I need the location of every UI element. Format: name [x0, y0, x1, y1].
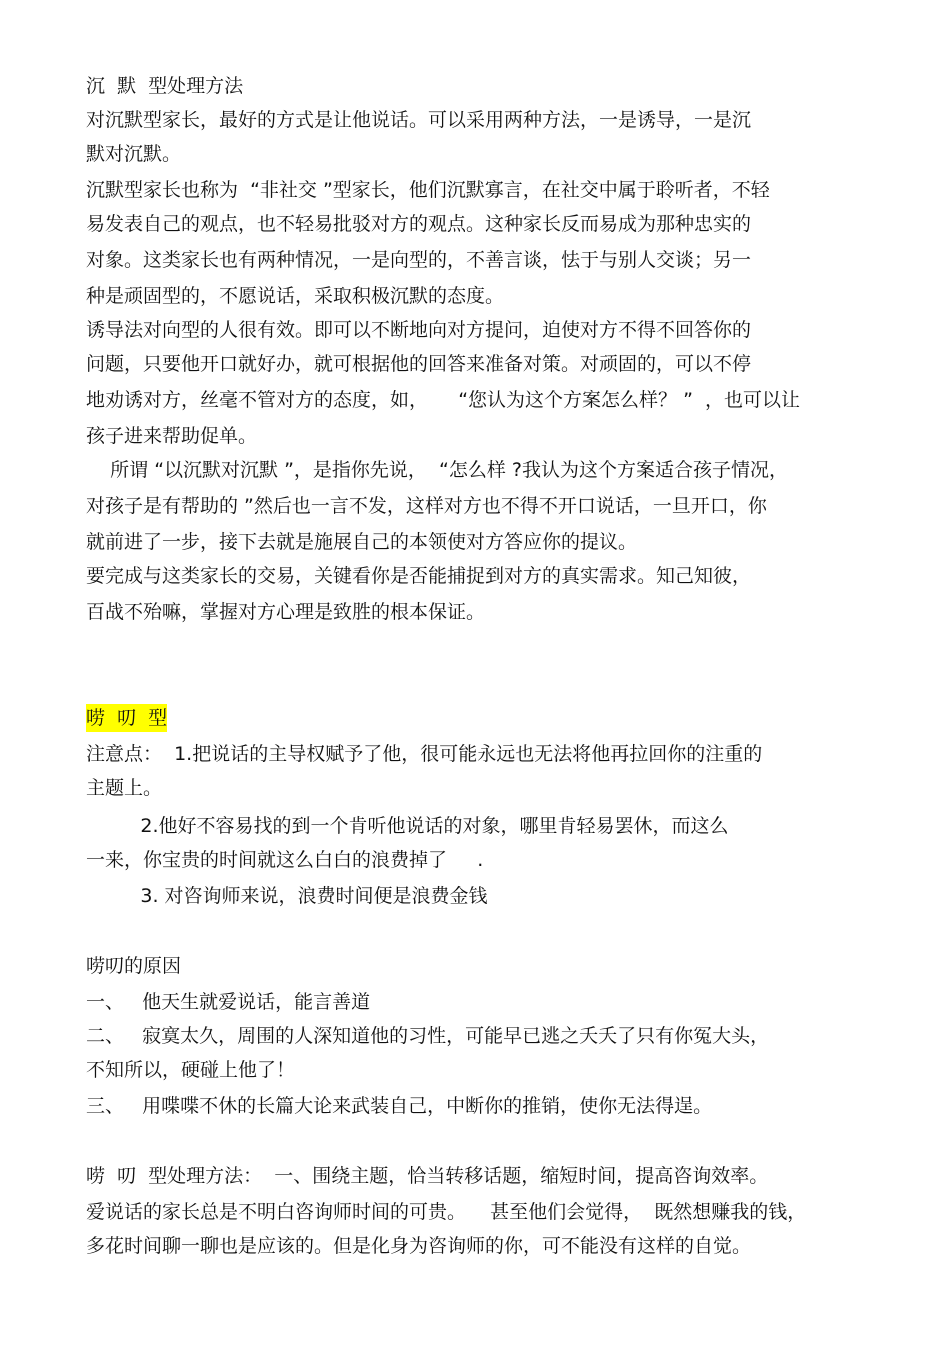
paragraph-line: 不知所以，硬碰上他了！: [86, 1059, 296, 1081]
list-item: 一、 他天生就爱说话，能言善道: [86, 991, 371, 1013]
paragraph-line: 对沉默型家长，最好的方式是让他说话。可以采用两种方法，一是诱导，一是沉: [86, 109, 752, 131]
heading-chatty-type: 唠 叨 型: [86, 704, 167, 732]
paragraph-line: 2.他好不容易找的到一个肯听他说话的对象，哪里肯轻易罢休，而这么: [86, 815, 729, 837]
paragraph-line: 百战不殆嘛，掌握对方心理是致胜的根本保证。: [86, 601, 486, 623]
list-item: 二、 寂寞太久，周围的人深知道他的习性，可能早已逃之夭夭了只有你冤大头，: [86, 1025, 770, 1047]
paragraph-line: 默对沉默。: [86, 143, 182, 165]
paragraph-line: 问题，只要他开口就好办，就可根据他的回答来准备对策。对顽固的，可以不停: [86, 353, 752, 375]
paragraph-line: 要完成与这类家长的交易，关键看你是否能捕捉到对方的真实需求。知己知彼，: [86, 565, 752, 587]
paragraph-line: 爱说话的家长总是不明白咨询师时间的可贵。 甚至他们会觉得， 既然想赚我的钱，: [86, 1201, 807, 1223]
paragraph-line: 地劝诱对方，丝毫不管对方的态度，如， “您认为这个方案怎么样？ ” ，也可以让: [86, 389, 801, 411]
list-item: 三、 用喋喋不休的长篇大论来武装自己，中断你的推销，使你无法得逞。: [86, 1095, 713, 1117]
paragraph-line: 所谓 “以沉默对沉默 ”，是指你先说， “怎么样 ?我认为这个方案适合孩子情况，: [86, 459, 788, 481]
paragraph-line: 诱导法对向型的人很有效。即可以不断地向对方提问，迫使对方不得不回答你的: [86, 319, 752, 341]
paragraph-line: 一来，你宝贵的时间就这么白白的浪费掉了 .: [86, 849, 484, 871]
paragraph-line: 3. 对咨询师来说，浪费时间便是浪费金钱: [86, 885, 488, 907]
paragraph-line: 注意点： 1.把说话的主导权赋予了他，很可能永远也无法将他再拉回你的注重的: [86, 743, 763, 765]
paragraph-line: 对孩子是有帮助的 ”然后也一言不发，这样对方也不得不开口说话，一旦开口，你: [86, 495, 767, 517]
paragraph-line: 易发表自己的观点，也不轻易批驳对方的观点。这种家长反而易成为那种忠实的: [86, 213, 752, 235]
heading-silent-type-methods: 沉 默 型处理方法: [86, 75, 244, 97]
heading-chatty-reasons: 唠叨的原因: [86, 955, 182, 977]
paragraph-line: 多花时间聊一聊也是应该的。但是化身为咨询师的你，可不能没有这样的自觉。: [86, 1235, 752, 1257]
paragraph-line: 主题上。: [86, 777, 163, 799]
paragraph-line: 孩子进来帮助促单。: [86, 425, 258, 447]
paragraph-line: 就前进了一步，接下去就是施展自己的本领使对方答应你的提议。: [86, 531, 638, 553]
heading-chatty-type-methods: 唠 叨 型处理方法： 一、围绕主题，恰当转移话题，缩短时间，提高咨询效率。: [86, 1165, 769, 1187]
paragraph-line: 沉默型家长也称为 “非社交 ”型家长，他们沉默寡言，在社交中属于聆听者，不轻: [86, 179, 770, 201]
paragraph-line: 对象。这类家长也有两种情况，一是向型的，不善言谈，怯于与别人交谈；另一: [86, 249, 752, 271]
paragraph-line: 种是顽固型的，不愿说话，采取积极沉默的态度。: [86, 285, 505, 307]
